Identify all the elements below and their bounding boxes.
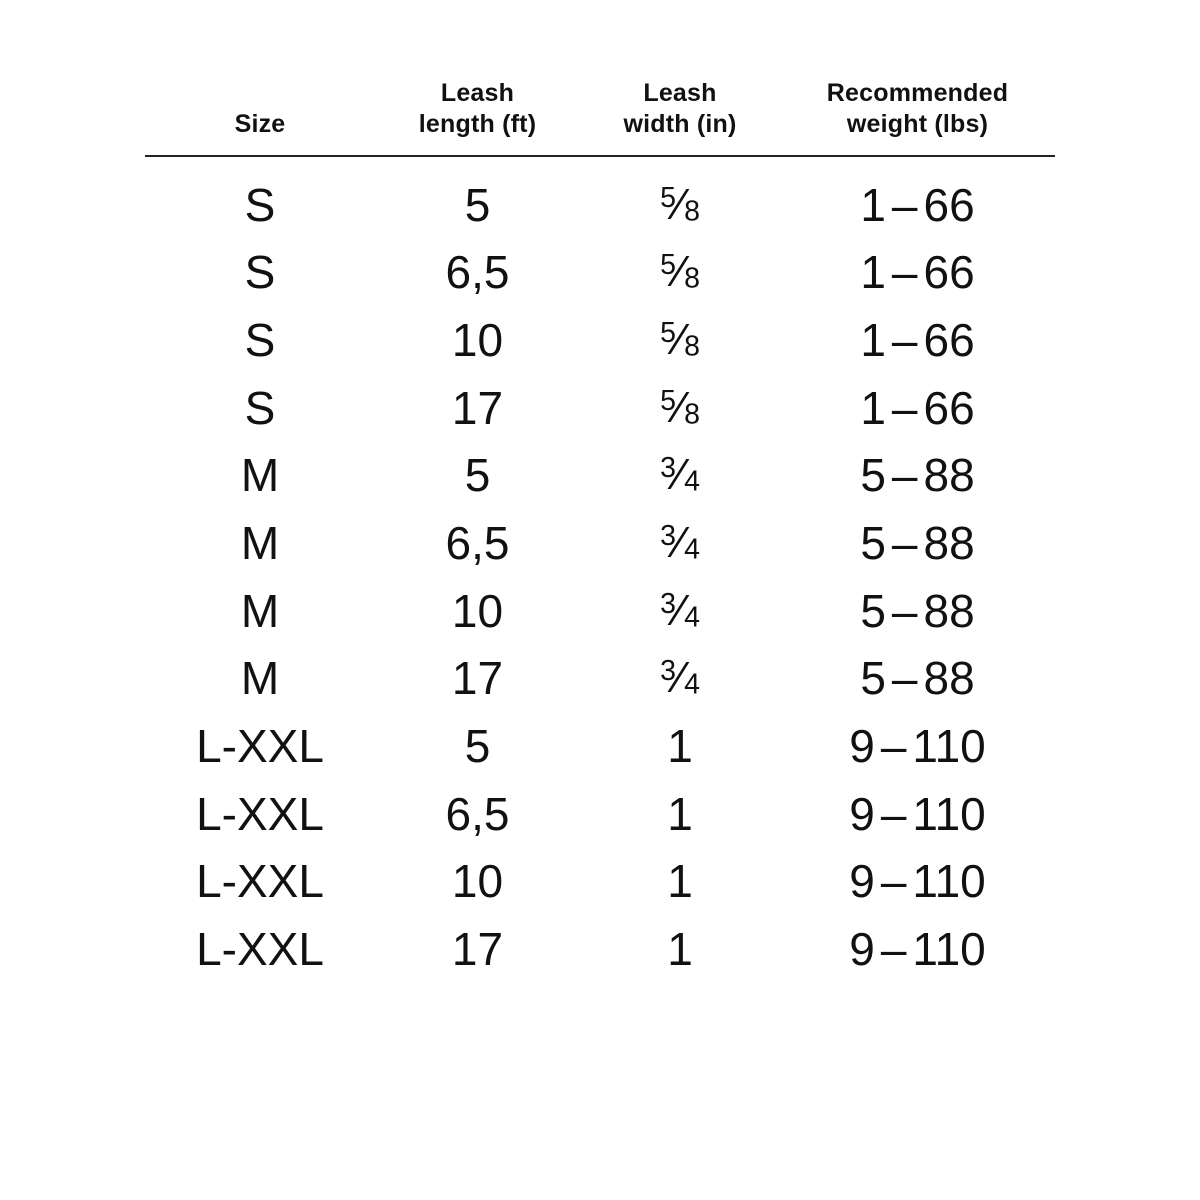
- table-row: [145, 781, 1055, 849]
- range-dash: –: [880, 922, 907, 975]
- cell-recommended-weight: [780, 239, 1055, 307]
- cell-leash-width: 1: [667, 787, 693, 840]
- column-header-recommended-weight: [780, 78, 1055, 156]
- cell-leash-length: 17: [451, 652, 504, 705]
- range-dash: –: [891, 246, 918, 299]
- cell-leash-width: [580, 578, 780, 646]
- cell-size: L-XXL: [196, 855, 324, 908]
- fraction-denominator: 4: [684, 601, 700, 634]
- fraction-denominator: 8: [684, 195, 700, 228]
- weight-min: 1: [860, 178, 886, 231]
- range-dash: –: [891, 449, 918, 502]
- fraction-slash: ⁄: [676, 450, 684, 500]
- fraction-numerator: 5: [660, 316, 676, 349]
- fraction: [660, 247, 700, 297]
- weight-min: 9: [849, 719, 875, 772]
- cell-leash-length: 5: [464, 719, 491, 772]
- fraction-numerator: 3: [660, 519, 676, 552]
- table-header: [145, 78, 1055, 156]
- column-header-leash-length-line-1: Leash: [440, 79, 515, 107]
- weight-min: 9: [849, 922, 875, 975]
- cell-leash-width: 1: [667, 922, 693, 975]
- weight-max: 110: [912, 787, 986, 840]
- weight-min: 5: [860, 449, 886, 502]
- fraction-slash: ⁄: [676, 247, 684, 297]
- column-header-leash-width-line-2: width (in): [623, 110, 737, 139]
- fraction: [660, 450, 700, 500]
- table-row: [145, 442, 1055, 510]
- cell-size: S: [244, 178, 276, 231]
- table-row: [145, 307, 1055, 375]
- cell-leash-length: 17: [451, 381, 504, 434]
- fraction: [660, 653, 700, 703]
- fraction: [660, 180, 700, 227]
- cell-size: M: [240, 516, 280, 569]
- cell-size: M: [240, 652, 280, 705]
- cell-size: S: [244, 313, 276, 366]
- fraction-numerator: 3: [660, 452, 676, 485]
- table-row: [145, 239, 1055, 307]
- weight-max: 66: [923, 313, 975, 366]
- cell-recommended-weight: [780, 713, 1055, 781]
- cell-leash-length: 10: [451, 855, 504, 908]
- column-header-leash-width-line-1: Leash: [643, 79, 717, 107]
- range-dash: –: [891, 652, 918, 705]
- fraction-denominator: 8: [684, 330, 700, 363]
- weight-max: 88: [923, 449, 975, 502]
- cell-size: M: [240, 449, 280, 502]
- column-header-leash-length: [375, 78, 580, 156]
- cell-leash-length: 17: [451, 922, 504, 975]
- column-header-recommended-weight-line-1: Recommended: [826, 79, 1009, 107]
- range-dash: –: [880, 787, 907, 840]
- range-dash: –: [880, 719, 907, 772]
- range-dash: –: [891, 178, 918, 231]
- weight-min: 5: [860, 516, 886, 569]
- table-header-row: [145, 78, 1055, 156]
- column-header-leash-width: [580, 78, 780, 156]
- column-header-size: [145, 78, 375, 156]
- cell-leash-width: [580, 307, 780, 375]
- cell-recommended-weight: [780, 848, 1055, 916]
- fraction-denominator: 4: [684, 533, 700, 566]
- cell-recommended-weight: [780, 156, 1055, 240]
- cell-size: L-XXL: [196, 787, 324, 840]
- fraction: [660, 586, 700, 633]
- weight-max: 66: [923, 178, 975, 231]
- cell-leash-length: 6,5: [445, 246, 510, 299]
- weight-min: 9: [849, 855, 875, 908]
- table-row: [145, 156, 1055, 240]
- fraction: [660, 383, 700, 430]
- fraction-numerator: 3: [660, 587, 676, 620]
- cell-leash-length: 10: [451, 313, 504, 366]
- fraction-denominator: 8: [684, 398, 700, 431]
- cell-recommended-weight: [780, 442, 1055, 510]
- cell-leash-length: 5: [464, 178, 491, 231]
- cell-leash-width: 1: [667, 855, 693, 908]
- cell-leash-width: 1: [667, 719, 693, 772]
- column-header-recommended-weight-line-2: weight (lbs): [846, 110, 989, 139]
- leash-size-table: [145, 78, 1055, 984]
- cell-recommended-weight: [780, 578, 1055, 646]
- table-row: [145, 916, 1055, 984]
- cell-leash-length: 5: [464, 449, 491, 502]
- fraction-denominator: 4: [684, 465, 700, 498]
- fraction: [660, 315, 700, 362]
- weight-min: 1: [860, 246, 886, 299]
- weight-max: 110: [912, 922, 986, 975]
- table-row: [145, 713, 1055, 781]
- cell-size: S: [244, 381, 276, 434]
- cell-leash-width: [580, 239, 780, 307]
- weight-min: 1: [860, 313, 886, 366]
- weight-max: 88: [923, 652, 975, 705]
- fraction-denominator: 8: [684, 262, 700, 295]
- weight-max: 88: [923, 584, 975, 637]
- cell-leash-width: [580, 156, 780, 240]
- fraction: [660, 518, 700, 565]
- cell-recommended-weight: [780, 375, 1055, 443]
- cell-leash-width: [580, 442, 780, 510]
- fraction-slash: ⁄: [676, 653, 684, 703]
- cell-leash-width: [580, 645, 780, 713]
- cell-recommended-weight: [780, 781, 1055, 849]
- weight-max: 110: [912, 855, 986, 908]
- cell-leash-length: 10: [451, 584, 504, 637]
- range-dash: –: [891, 516, 918, 569]
- table-row: [145, 645, 1055, 713]
- cell-size: M: [240, 584, 280, 637]
- table-row: [145, 375, 1055, 443]
- cell-recommended-weight: [780, 645, 1055, 713]
- cell-size: L-XXL: [196, 922, 324, 975]
- weight-min: 1: [860, 381, 886, 434]
- table-row: [145, 510, 1055, 578]
- fraction-slash: ⁄: [676, 382, 684, 432]
- fraction-slash: ⁄: [676, 179, 684, 229]
- range-dash: –: [891, 584, 918, 637]
- table-row: [145, 578, 1055, 646]
- weight-max: 88: [923, 516, 975, 569]
- weight-max: 66: [923, 246, 975, 299]
- cell-size: L-XXL: [196, 719, 324, 772]
- fraction-slash: ⁄: [676, 314, 684, 364]
- cell-recommended-weight: [780, 307, 1055, 375]
- cell-size: S: [244, 246, 276, 299]
- cell-leash-length: 6,5: [445, 787, 510, 840]
- range-dash: –: [880, 855, 907, 908]
- weight-min: 9: [849, 787, 875, 840]
- table-body: [145, 156, 1055, 984]
- cell-leash-length: 6,5: [445, 516, 510, 569]
- cell-recommended-weight: [780, 510, 1055, 578]
- weight-min: 5: [860, 652, 886, 705]
- column-header-leash-length-line-2: length (ft): [418, 110, 537, 139]
- fraction-slash: ⁄: [676, 585, 684, 635]
- column-header-size-line-1: Size: [234, 110, 286, 139]
- cell-recommended-weight: [780, 916, 1055, 984]
- table-row: [145, 848, 1055, 916]
- weight-max: 110: [912, 719, 986, 772]
- fraction-numerator: 5: [660, 384, 676, 417]
- weight-max: 66: [923, 381, 975, 434]
- fraction-numerator: 3: [660, 655, 676, 688]
- cell-leash-width: [580, 375, 780, 443]
- cell-leash-width: [580, 510, 780, 578]
- weight-min: 5: [860, 584, 886, 637]
- fraction-numerator: 5: [660, 249, 676, 282]
- range-dash: –: [891, 313, 918, 366]
- range-dash: –: [891, 381, 918, 434]
- fraction-numerator: 5: [660, 181, 676, 214]
- fraction-denominator: 4: [684, 668, 700, 701]
- fraction-slash: ⁄: [676, 517, 684, 567]
